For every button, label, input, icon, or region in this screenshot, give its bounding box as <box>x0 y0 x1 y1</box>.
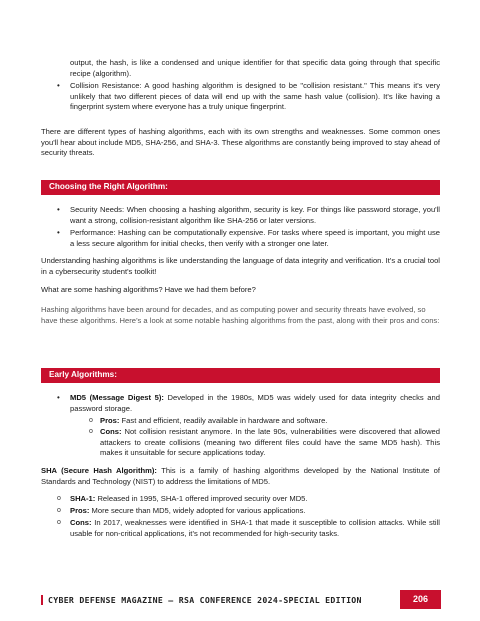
md5-title: MD5 (Message Digest 5): <box>70 393 164 402</box>
sha1-pros-text: More secure than MD5, widely adopted for various applications. <box>91 506 306 515</box>
bullet-continuation: output, the hash, is like a condensed and unique identifier for that specific data going through that specific recipe (algorithm). <box>70 58 440 78</box>
section-heading-banner <box>41 368 440 383</box>
sha-title: SHA (Secure Hash Algorithm): <box>41 466 157 475</box>
sub-bullet-circle: o <box>89 428 93 435</box>
bullet-dot: • <box>57 81 60 90</box>
bullet-dot: • <box>57 393 60 402</box>
page-number-box <box>400 590 441 609</box>
sha1-label: SHA-1: <box>70 494 96 503</box>
collision-resistance-bullet: Collision Resistance: A good hashing algorithm is designed to be "collision resistant." This means it's very unlikely that two different pieces of data will end up with the same hash value (collision). It's like having a fingerprint system where everyone has a truly unique fingerprint. <box>70 81 440 112</box>
md5-cons <box>100 427 440 459</box>
sha1-cons <box>70 518 440 539</box>
sha-text: This is a family of hashing algorithms developed by the National Institute of Standards and Technology (NIST) to address the limitations of MD5. <box>41 466 440 486</box>
section-heading-banner <box>41 180 440 195</box>
sub-bullet-circle: o <box>57 519 61 526</box>
sha1-cons-text: In 2017, weaknesses were identified in SHA-1 that made it susceptible to collision attacks. While still usable for non-critical applications, it’s not recommended for high-security tasks. <box>70 518 440 538</box>
footer-accent-bar <box>41 595 43 605</box>
bullet-dot: • <box>57 228 60 237</box>
security-needs-bullet: Security Needs: When choosing a hashing algorithm, security is key. For things like password storage, you'll want a strong, collision-resistant algorithm like SHA-256 or later versions. <box>70 205 440 225</box>
performance-bullet: Performance: Hashing can be computationally expensive. For tasks where speed is important, you might use a less secure algorithm for initial checks, then verify with a stronger one later. <box>70 228 440 248</box>
question-paragraph: What are some hashing algorithms? Have we had them before? <box>41 285 256 294</box>
md5-pros <box>100 416 440 427</box>
sub-bullet-circle: o <box>89 417 93 424</box>
cons-label: Cons: <box>70 518 92 527</box>
pros-label: Pros: <box>100 416 120 425</box>
md5-pros-text: Fast and efficient, readily available in hardware and software. <box>121 416 328 425</box>
understanding-paragraph: Understanding hashing algorithms is like understanding the language of data integrity and verification. It's a crucial tool in a cybersecurity student's toolkit! <box>41 256 440 276</box>
page-number: 206 <box>412 594 429 604</box>
sha1-pros <box>70 506 440 517</box>
intro-paragraph: There are different types of hashing algorithms, each with its own strengths and weaknesses. Some common ones you'll hear about include MD5, SHA-256, and SHA-3. These algorithms are constantly being improved to stay ahead of security threats. <box>41 127 440 158</box>
md5-bullet <box>70 393 440 414</box>
section-heading: Choosing the Right Algorithm: <box>49 182 168 191</box>
sha1-text: Released in 1995, SHA-1 offered improved security over MD5. <box>97 494 308 503</box>
footer-magazine-title: CYBER DEFENSE MAGAZINE – RSA CONFERENCE 2024-SPECIAL EDITION <box>48 595 362 605</box>
cons-label: Cons: <box>100 427 122 436</box>
bullet-dot: • <box>57 205 60 214</box>
md5-text: Developed in the 1980s, MD5 was widely used for data integrity checks and password storage. <box>70 393 440 413</box>
section-heading: Early Algorithms: <box>49 370 117 379</box>
md5-cons-text: Not collision resistant anymore. In the late 90s, vulnerabilities were discovered that allowed attackers to create collisions (meaning two different files could have the same MD5 hash). This makes it unsuitable for secure applications today. <box>100 427 440 458</box>
sha-paragraph <box>41 466 440 487</box>
pros-label: Pros: <box>70 506 90 515</box>
sub-bullet-circle: o <box>57 507 61 514</box>
sha1-item <box>70 494 440 505</box>
history-paragraph: Hashing algorithms have been around for decades, and as computing power and security threats have evolved, so have these algorithms. Here’s a look at some notable hashing algorithms from the past, along with their pros and cons: <box>41 305 440 325</box>
sub-bullet-circle: o <box>57 495 61 502</box>
